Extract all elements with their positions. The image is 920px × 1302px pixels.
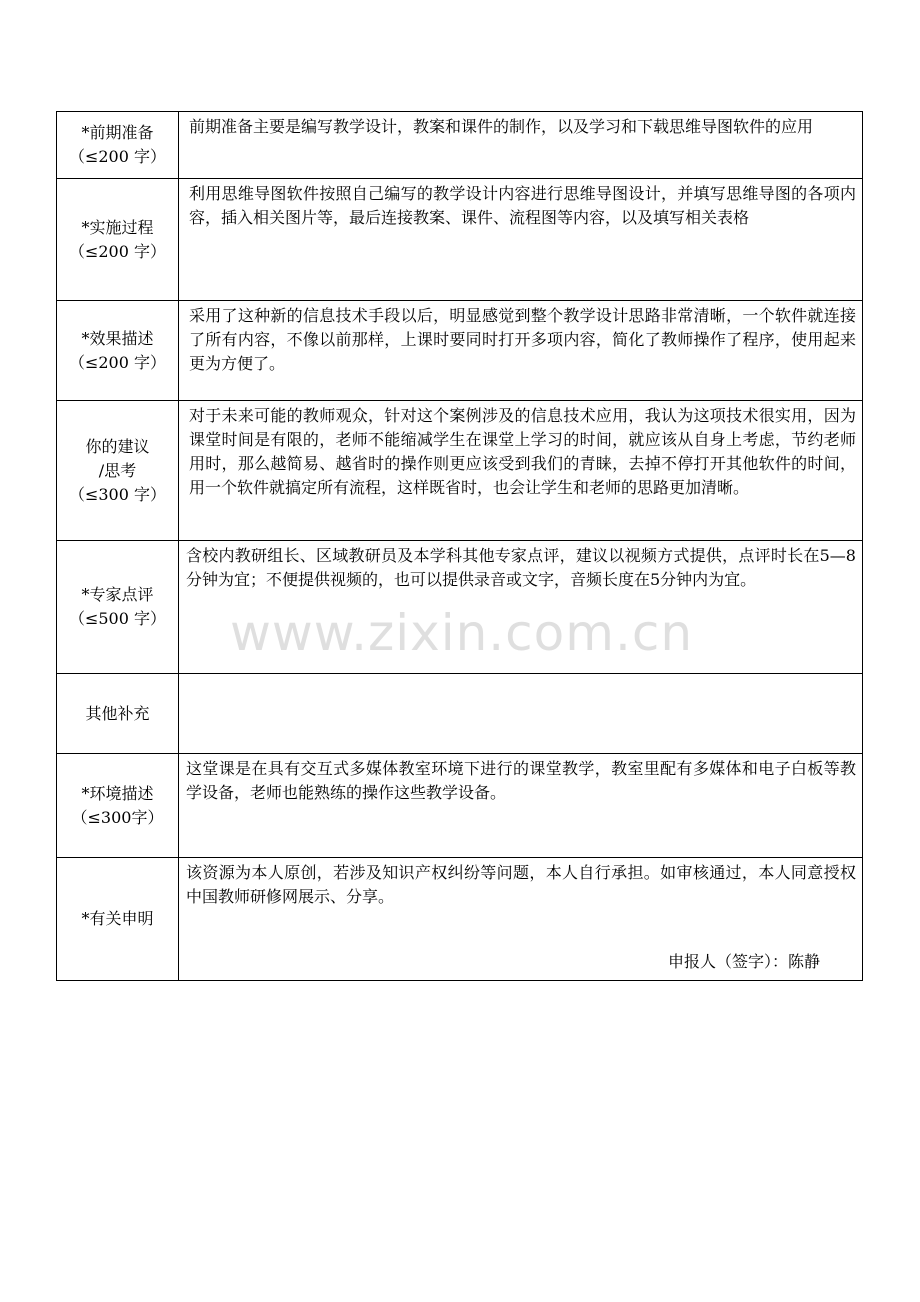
row-environment [57, 754, 863, 858]
signature-label: 申报人（签字）： [667, 952, 788, 971]
content-effect: 采用了这种新的信息技术手段以后，明显感觉到整个教学设计思路非常清晰，一个软件就连接了所有内容，不像以前那样，上课时要同时打开多项内容，简化了教师操作了程序，使用起来更为方便了。 [179, 301, 863, 401]
label-implementation [57, 179, 179, 301]
signature-name: 陈静 [787, 952, 820, 971]
label-text: 其他补充 [85, 703, 150, 723]
row-implementation [57, 179, 863, 301]
label-text: *前期准备 [81, 123, 154, 142]
content-implementation: 利用思维导图软件按照自己编写的教学设计内容进行思维导图设计，并填写思维导图的各项内容，插入相关图片等，最后连接教案、课件、流程图等内容，以及填写相关表格 [179, 179, 863, 301]
row-advice [57, 401, 863, 541]
label-text: *效果描述 [81, 328, 154, 348]
label-text: *有关申明 [81, 909, 154, 928]
declaration-wrapper [186, 861, 856, 980]
label-text: *环境描述 [81, 783, 154, 803]
label-limit: （≤200 字） [68, 352, 167, 372]
label-advice [57, 401, 179, 541]
label-declaration [57, 858, 179, 981]
label-other-supplement [57, 674, 179, 754]
content-other-supplement [179, 674, 863, 754]
content-expert-review: 含校内教研组长、区域教研员及本学科其他专家点评，建议以视频方式提供，点评时长在5—8分钟为宜；不便提供视频的，也可以提供录音或文字，音频长度在5分钟内为宜。 [179, 541, 863, 674]
label-limit: （≤200 字） [68, 241, 167, 261]
label-limit: （≤300 字） [68, 484, 167, 504]
label-text: 你的建议 [85, 436, 150, 456]
row-declaration [57, 858, 863, 981]
declaration-text: 该资源为本人原创，若涉及知识产权纠纷等问题，本人自行承担。如审核通过，本人同意授权中国教师研修网展示、分享。 [186, 863, 856, 906]
label-limit: （≤200 字） [68, 147, 167, 166]
label-effect [57, 301, 179, 401]
row-preparation [57, 112, 863, 179]
label-expert-review [57, 541, 179, 674]
label-limit: （≤500 字） [68, 609, 167, 628]
content-environment: 这堂课是在具有交互式多媒体教室环境下进行的课堂教学，教室里配有多媒体和电子白板等教学设备，老师也能熟练的操作这些教学设备。 [179, 754, 863, 858]
row-other-supplement [57, 674, 863, 754]
signature-line [668, 950, 820, 974]
row-effect [57, 301, 863, 401]
row-expert-review [57, 541, 863, 674]
label-limit: （≤300字） [71, 807, 164, 827]
label-preparation [57, 112, 179, 179]
application-form-table [56, 111, 863, 981]
content-preparation: 前期准备主要是编写教学设计，教案和课件的制作，以及学习和下载思维导图软件的应用 [179, 112, 863, 179]
watermark: www.zixin.com.cn [230, 604, 694, 662]
content-declaration [179, 858, 863, 981]
label-text-2: /思考 [98, 460, 137, 480]
content-advice: 对于未来可能的教师观众，针对这个案例涉及的信息技术应用，我认为这项技术很实用，因为课堂时间是有限的，老师不能缩减学生在课堂上学习的时间，就应该从自身上考虑，节约老师用时，那么越简易、越省时的操作则更应该受到我们的青睐，去掉不停打开其他软件的时间，用一个软件就搞定所有流程，这样既省时，也会让学生和老师的思路更加清晰。 [179, 401, 863, 541]
label-text: *专家点评 [81, 585, 154, 604]
label-environment [57, 754, 179, 858]
label-text: *实施过程 [81, 217, 154, 237]
